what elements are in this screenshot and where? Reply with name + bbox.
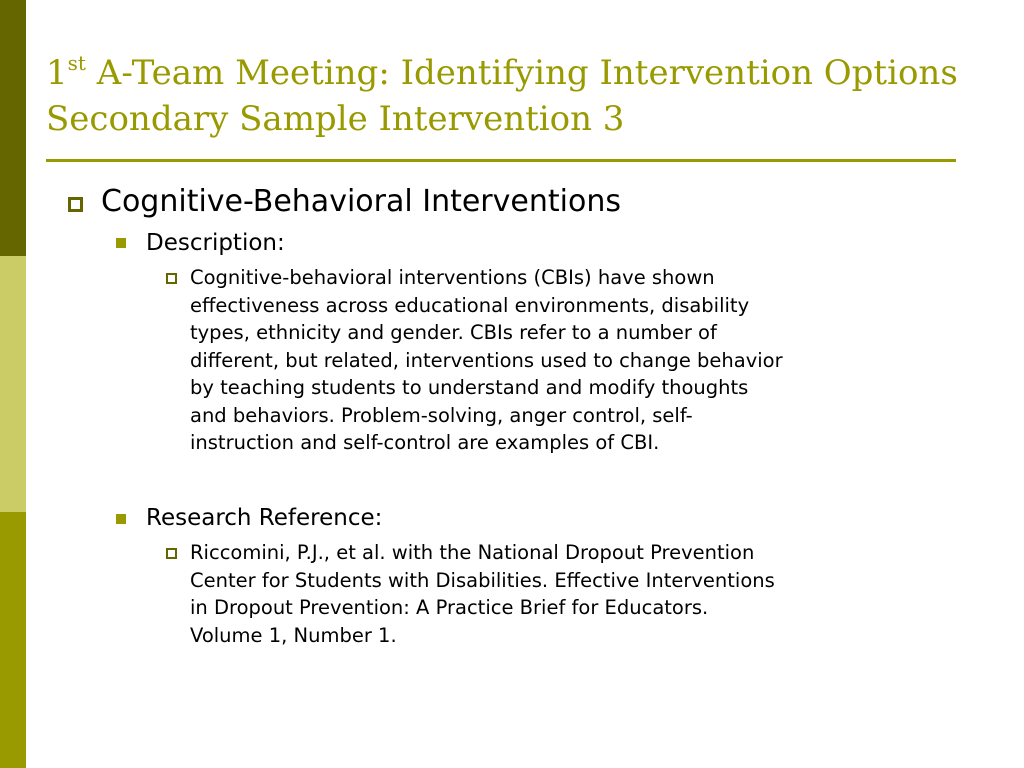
- research-reference-heading: Research Reference:: [146, 505, 383, 531]
- title-superscript: st: [67, 51, 86, 75]
- hollow-square-bullet-icon: [166, 273, 177, 284]
- reference-line: Volume 1, Number 1.: [190, 623, 397, 647]
- title-number: 1: [46, 53, 68, 93]
- title-line1-text: A-Team Meeting: Identifying Intervention Options: [85, 53, 958, 93]
- title-line2: Secondary Sample Intervention 3: [46, 99, 625, 139]
- reference-line: Riccomini, P.J., et al. with the National Dropout Prevention: [190, 541, 755, 564]
- hollow-square-bullet-icon: [166, 548, 177, 559]
- description-line: instruction and self-control are examples of CBI.: [190, 431, 660, 454]
- solid-square-bullet-icon: [116, 514, 126, 524]
- description-line: by teaching students to understand and modify thoughts: [190, 376, 749, 399]
- research-reference-paragraph: [190, 539, 990, 649]
- main-bullet-text: Cognitive-Behavioral Interventions: [101, 184, 621, 219]
- description-line: and behaviors. Problem-solving, anger control, self-: [190, 403, 693, 427]
- solid-square-bullet-icon: [116, 238, 126, 248]
- reference-line: in Dropout Prevention: A Practice Brief for Educators.: [190, 596, 709, 619]
- description-line: Cognitive-behavioral interventions (CBIs) have shown: [190, 266, 715, 289]
- description-paragraph: [190, 264, 990, 457]
- description-line: effectiveness across educational environments, disability: [190, 293, 750, 317]
- description-line: different, but related, interventions used to change behavior: [190, 348, 783, 372]
- description-line: types, ethnicity and gender. CBIs refer to a number of: [190, 321, 717, 344]
- hollow-square-bullet-icon: [68, 197, 83, 212]
- reference-line: Center for Students with Disabilities. Effective Interventions: [190, 568, 775, 592]
- description-heading: Description:: [146, 230, 285, 256]
